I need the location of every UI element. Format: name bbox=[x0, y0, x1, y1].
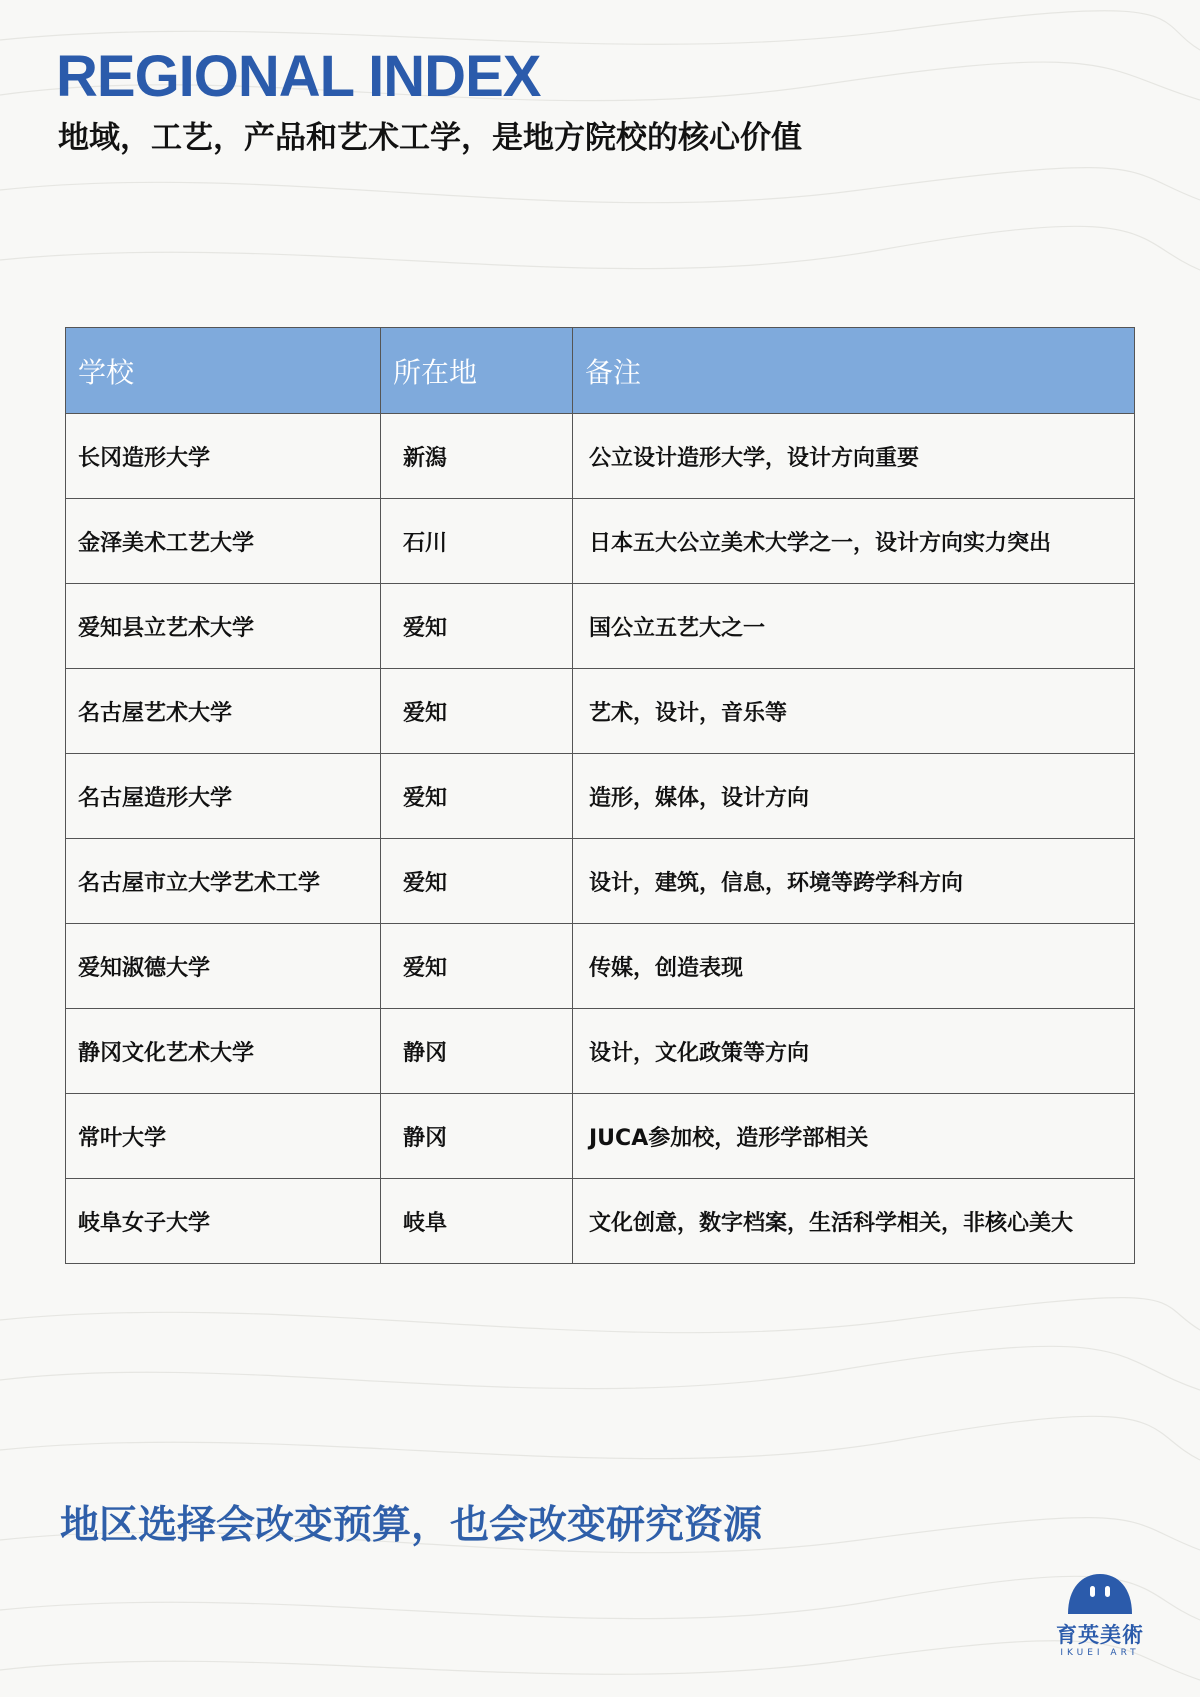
location-cell: 石川 bbox=[381, 499, 573, 584]
note-cell: 设计，文化政策等方向 bbox=[573, 1009, 1135, 1094]
mascot-blob-icon bbox=[1064, 1570, 1136, 1618]
school-cell: 长冈造形大学 bbox=[66, 414, 381, 499]
table-row bbox=[66, 1009, 1135, 1094]
school-cell: 静冈文化艺术大学 bbox=[66, 1009, 381, 1094]
note-cell: 国公立五艺大之一 bbox=[573, 584, 1135, 669]
table-row bbox=[66, 414, 1135, 499]
location-cell: 爱知 bbox=[381, 669, 573, 754]
page-subtitle: 地域，工艺，产品和艺术工学，是地方院校的核心价值 bbox=[58, 120, 802, 156]
note-cell: 艺术，设计，音乐等 bbox=[573, 669, 1135, 754]
regional-index-table bbox=[65, 327, 1135, 1264]
location-cell: 爱知 bbox=[381, 584, 573, 669]
note-cell: 造形，媒体，设计方向 bbox=[573, 754, 1135, 839]
school-cell: 爱知淑德大学 bbox=[66, 924, 381, 1009]
table-row bbox=[66, 584, 1135, 669]
note-cell: JUCA参加校，造形学部相关 bbox=[573, 1094, 1135, 1179]
location-cell: 岐阜 bbox=[381, 1179, 573, 1264]
note-cell: 传媒，创造表现 bbox=[573, 924, 1135, 1009]
note-cell: 公立设计造形大学，设计方向重要 bbox=[573, 414, 1135, 499]
location-cell: 静冈 bbox=[381, 1009, 573, 1094]
location-cell: 爱知 bbox=[381, 839, 573, 924]
header-school: 学校 bbox=[66, 328, 381, 414]
school-cell: 金泽美术工艺大学 bbox=[66, 499, 381, 584]
table-row bbox=[66, 669, 1135, 754]
header-note: 备注 bbox=[573, 328, 1135, 414]
table-row bbox=[66, 1094, 1135, 1179]
school-cell: 岐阜女子大学 bbox=[66, 1179, 381, 1264]
location-cell: 爱知 bbox=[381, 754, 573, 839]
location-cell: 静冈 bbox=[381, 1094, 573, 1179]
table-row bbox=[66, 839, 1135, 924]
logo-text-cn: 育英美術 bbox=[1056, 1623, 1144, 1647]
location-cell: 爱知 bbox=[381, 924, 573, 1009]
school-cell: 名古屋市立大学艺术工学 bbox=[66, 839, 381, 924]
logo-text-en: IKUEI ART bbox=[1060, 1648, 1140, 1659]
table-row bbox=[66, 924, 1135, 1009]
school-cell: 常叶大学 bbox=[66, 1094, 381, 1179]
school-cell: 爱知县立艺术大学 bbox=[66, 584, 381, 669]
school-cell: 名古屋艺术大学 bbox=[66, 669, 381, 754]
table-row bbox=[66, 754, 1135, 839]
footer-tagline: 地区选择会改变预算，也会改变研究资源 bbox=[60, 1503, 763, 1548]
note-cell: 设计，建筑，信息，环境等跨学科方向 bbox=[573, 839, 1135, 924]
table-header-row bbox=[66, 328, 1135, 414]
table-row bbox=[66, 499, 1135, 584]
note-cell: 日本五大公立美术大学之一，设计方向实力突出 bbox=[573, 499, 1135, 584]
school-cell: 名古屋造形大学 bbox=[66, 754, 381, 839]
table-row bbox=[66, 1179, 1135, 1264]
brand-logo bbox=[1050, 1570, 1150, 1680]
page-title: REGIONAL INDEX bbox=[56, 44, 541, 109]
location-cell: 新潟 bbox=[381, 414, 573, 499]
note-cell: 文化创意，数字档案，生活科学相关，非核心美大 bbox=[573, 1179, 1135, 1264]
header-location: 所在地 bbox=[381, 328, 573, 414]
